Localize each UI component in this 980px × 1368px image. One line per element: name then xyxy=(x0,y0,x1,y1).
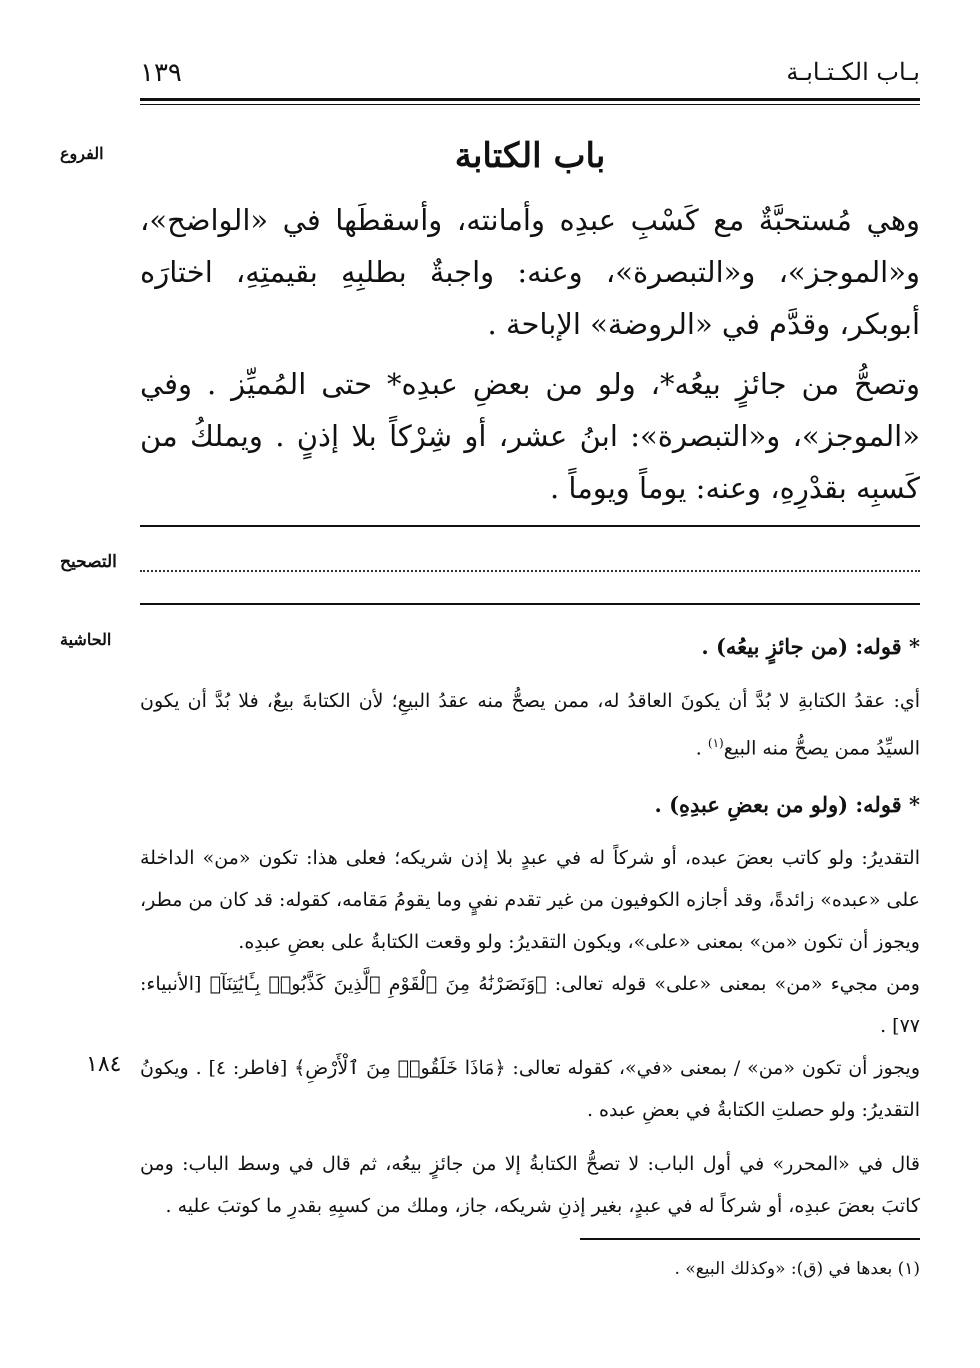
header-rule-thin xyxy=(140,104,920,105)
header-rule xyxy=(140,98,920,101)
footnote: (١) بعدها في (ق): «وكذلك البيع» . xyxy=(674,1259,920,1279)
main-paragraph-2: وتصحُّ من جائزٍ بيعُه*، ولو من بعضِ عبدِه* حتى المُميِّز . وفي «الموجز»، و«التبصرة»: ابنُ عشر، أو شِرْكاً بلا إذنٍ . ويملكُ من كَسبِه بقدْرِهِ، وعنه: يوماً ويوماً . xyxy=(140,367,920,505)
chapter-title: باب الكتابة xyxy=(454,136,606,176)
hashiya-entry-2-paragraph-1: التقديرُ: ولو كاتب بعضَ عبده، أو شركاً له في عبدٍ بلا إذن شريكه؛ فعلى هذا: تكون «من» الداخلة على «عبده» زائدةً، وقد أجازه الكوفيون من غير تقدم نفيٍ وما يقومُ مَقامه، كقوله: قد كان من مطر، ويجوز أن تكون «من» بمعنى «على»، ويكون التقديرُ: ولو وقعت الكتابةُ على بعضِ عبدِه. xyxy=(140,847,920,953)
page-number: ١٣٩ xyxy=(140,58,182,88)
correction-dotted-line xyxy=(140,570,920,572)
hashiya-entry-2-heading: * قوله: (ولو من بعضِ عبدِهِ) . xyxy=(654,792,920,817)
hashiya-entry-1-body xyxy=(140,680,920,769)
margin-reference-number: ١٨٤ xyxy=(86,1052,122,1077)
hashiya-entry-3-body: قال في «المحرر» في أول الباب: لا تصحُّ الكتابةُ إلا من جائزٍ بيعُه، ثم قال في وسط الباب: ومن كاتبَ بعضَ عبدِه، أو شركاً له في عبدٍ، بغير إذنِ شريكه، جاز، وملك من كسبِهِ بقدرِ ما كوتبَ عليه . xyxy=(140,1153,920,1217)
hashiya-entry-2-paragraph-3: ويجوز أن تكون «من» / بمعنى «في»، كقوله تعالى: ﴿مَاذَا خَلَقُوا۟ مِنَ ٱلْأَرْضِ﴾ [فاطر: ٤] . ويكونُ التقديرُ: ولو حصلتِ الكتابةُ في بعضِ عبده . xyxy=(140,1057,921,1121)
correction-rule-top xyxy=(140,525,920,527)
footnote-marker: (١) xyxy=(707,736,724,750)
correction-rule-bottom xyxy=(140,603,920,605)
margin-label-tashih: التصحيح xyxy=(60,552,117,572)
margin-label-furu: الفروع xyxy=(60,144,104,163)
hashiya-entry-1-end: . xyxy=(695,737,708,760)
main-paragraph-1: وهي مُستحبَّةٌ مع كَسْبِ عبدِه وأمانته، وأسقطَها في «الواضح»، و«الموجز»، و«التبصرة»، وعنه: واجبةٌ بطلبِهِ بقيمتِهِ، اختارَه أبوبكر، وقدَّم في «الروضة» الإباحة . xyxy=(140,203,920,341)
hashiya-entry-1-heading: * قوله: (من جائزٍ بيعُه) . xyxy=(701,634,920,659)
hashiya-entry-2-body xyxy=(140,837,920,1131)
margin-label-hashiya: الحاشية xyxy=(60,630,112,649)
footnote-rule xyxy=(580,1238,920,1240)
running-title: بـاب الكـتـابـة xyxy=(786,58,920,86)
hashiya-entry-1-text: أي: عقدُ الكتابةِ لا بُدَّ أن يكونَ العاقدُ له، ممن يصحُّ منه عقدُ البيعِ؛ لأن الكتابةَ بيعٌ، فلا بُدَّ أن يكون السيِّدُ ممن يصحُّ منه البيع xyxy=(140,690,920,760)
hashiya-entry-2-paragraph-2: ومن مجيء «من» بمعنى «على» قوله تعالى: ﴿وَنَصَرْنَٰهُ مِنَ ٱلْقَوْمِ ٱلَّذِينَ كَذَّبُوا۟ بِـَٔايَٰتِنَآ﴾ [الأنبياء: ٧٧] . xyxy=(140,973,920,1037)
